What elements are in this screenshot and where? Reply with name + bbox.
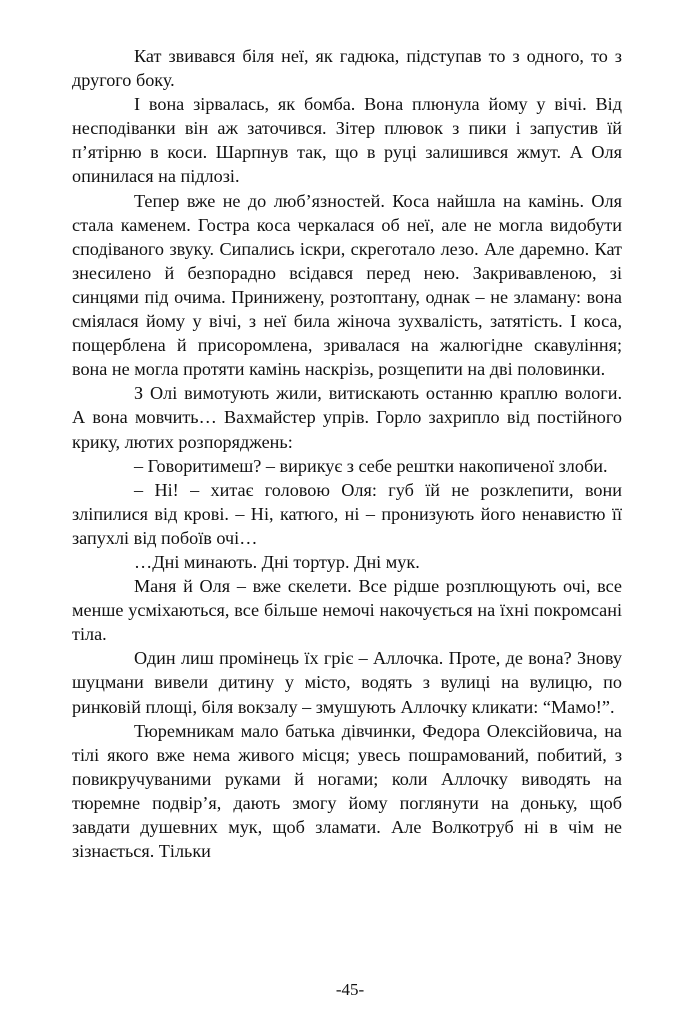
page-body (72, 44, 622, 1004)
paragraph-3: Тепер вже не до люб’язностей. Коса найшла на камінь. Оля стала каменем. Гостра коса черкалася об неї, але не могла видобути сподіваного звуку. Сипались іскри, скреготало лезо. Але даремно. Кат знесилено й безпорадно всідався перед нею. Закривавленою, зі синцями під очима. Принижену, розтоптану, однак – не зламану: вона сміялася йому у вічі, з неї била жіноча зухвалість, затятість. І коса, пощерблена й присоромлена, зривалася на жалюгідне скавуління; вона не могла протяти камінь наскрізь, розщепити на дві половинки. (72, 190, 622, 380)
paragraph-6-dialogue: – Ні! – хитає головою Оля: губ їй не розклепити, вони зліпилися від крові. – Ні, катюго, ні – пронизують його ненавистю її запухлі від побоїв очі… (72, 479, 622, 548)
paragraph-4: З Олі вимотують жили, витискають останню краплю вологи. А вона мовчить… Вахмайстер упрів. Горло захрипло від постійного крику, лютих розпоряджень: (72, 383, 622, 452)
paragraph-5-dialogue: – Говоритимеш? – вирикує з себе рештки накопиченої злоби. (134, 455, 608, 476)
page-number: -45- (335, 980, 365, 999)
paragraph-2: І вона зірвалась, як бомба. Вона плюнула йому у вічі. Від несподіванки він аж заточився. Зітер плювок з пики і запустив їй п’ятірню в коси. Шарпнув так, що в руці залишився жмут. А Оля опинилася на підлозі. (72, 94, 622, 187)
paragraph-10: Тюремникам мало батька дівчинки, Федора Олексійовича, на тілі якого вже нема живого місця; увесь пошрамований, побитий, з повикручуваними руками й ногами; коли Аллочку виводять на тюремне подвір’я, дають змогу йому поглянути на доньку, щоб завдати душевних мук, щоб зламати. Але Волкотруб ні в чім не зізнається. Тільки (72, 720, 622, 862)
paragraph-8: Маня й Оля – вже скелети. Все рідше розплющують очі, все менше усміхаються, все більше немочі накочується на їхні покромсані тіла. (72, 576, 622, 645)
paragraph-1: Кат звивався біля неї, як гадюка, підступав то з одного, то з другого боку. (72, 46, 622, 91)
paragraph-9: Один лиш промінець їх гріє – Аллочка. Проте, де вона? Знову шуцмани вивели дитину у місто, водять з вулиці на вулицю, по ринковій площі, біля вокзалу – змушують Аллочку кликати: “Мамо!”. (72, 648, 622, 717)
paragraph-7: …Дні минають. Дні тортур. Дні мук. (134, 551, 420, 572)
